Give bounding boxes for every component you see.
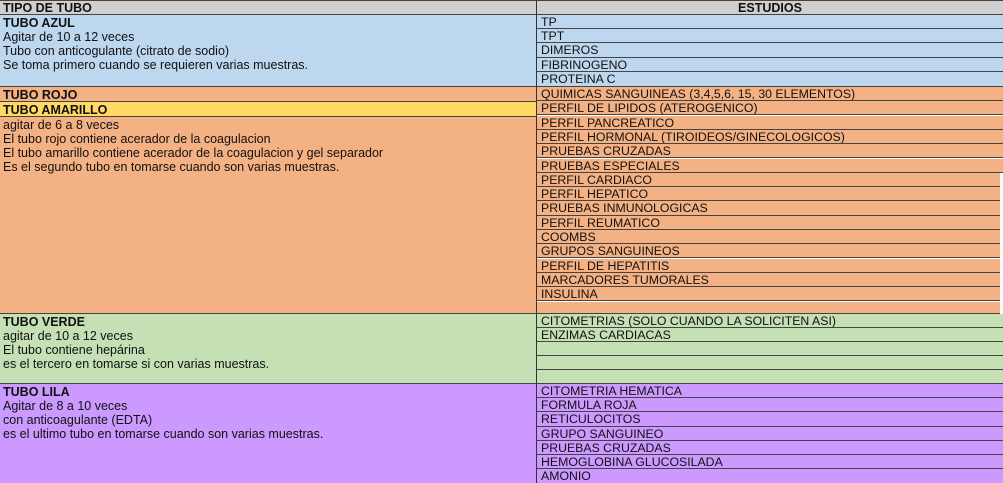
tubo-azul-cell[interactable]: [0, 15, 537, 87]
estudio-cell[interactable]: PERFIL PANCREATICO: [537, 116, 1003, 130]
tubo-lila-line: con anticoagulante (EDTA): [3, 413, 153, 427]
estudio-cell[interactable]: FIBRINOGENO: [537, 58, 1003, 72]
tubo-verde-title: TUBO VERDE: [3, 315, 85, 329]
estudio-cell[interactable]: GRUPO SANGUINEO: [537, 427, 1003, 441]
estudio-cell[interactable]: RETICULOCITOS: [537, 412, 1003, 426]
estudio-cell[interactable]: PROTEINA C: [537, 72, 1003, 87]
tubo-azul-line: Agitar de 10 a 12 veces: [3, 30, 135, 44]
tubo-lila-cell[interactable]: [0, 384, 537, 483]
estudio-cell[interactable]: AMONIO: [537, 469, 1003, 483]
header-tipo-de-tubo[interactable]: TIPO DE TUBO: [0, 0, 537, 15]
estudio-cell[interactable]: PERFIL CARDIACO: [537, 173, 1000, 187]
header-estudios[interactable]: ESTUDIOS: [537, 0, 1003, 15]
estudio-cell[interactable]: TPT: [537, 29, 1003, 43]
estudio-cell[interactable]: PRUEBAS CRUZADAS: [537, 144, 1003, 158]
tubo-lila-line: es el ultimo tubo en tomarse cuando son varias muestras.: [3, 427, 324, 441]
estudio-cell[interactable]: PRUEBAS INMUNOLOGICAS: [537, 201, 1000, 215]
estudio-cell[interactable]: GRUPOS SANGUINEOS: [537, 244, 1000, 258]
tubo-azul-title: TUBO AZUL: [3, 16, 75, 30]
estudio-cell[interactable]: [537, 302, 1000, 315]
estudio-cell[interactable]: PRUEBAS ESPECIALES: [537, 159, 1003, 173]
tubo-azul-line: Se toma primero cuando se requieren varias muestras.: [3, 58, 309, 72]
tubo-lila-line: Agitar de 8 a 10 veces: [3, 399, 128, 413]
tubo-amarillo-line: El tubo rojo contiene acerador de la coagulacion: [3, 132, 271, 146]
tubo-amarillo-cell[interactable]: [0, 117, 537, 314]
estudio-cell[interactable]: FORMULA ROJA: [537, 398, 1003, 412]
estudio-cell[interactable]: PERFIL HORMONAL (TIROIDEOS/GINECOLOGICOS): [537, 130, 1003, 144]
estudio-cell[interactable]: [537, 356, 1003, 370]
estudio-cell[interactable]: TP: [537, 15, 1003, 29]
estudio-cell[interactable]: PERFIL REUMATICO: [537, 216, 1000, 230]
estudio-cell[interactable]: PERFIL DE LIPIDOS (ATEROGENICO): [537, 101, 1003, 115]
estudio-cell[interactable]: INSULINA: [537, 287, 1000, 301]
estudio-cell[interactable]: CITOMETRIA HEMATICA: [537, 384, 1003, 398]
tubo-lila-title: TUBO LILA: [3, 385, 70, 399]
tubo-amarillo-line: Es el segundo tubo en tomarse cuando son varias muestras.: [3, 160, 340, 174]
estudio-cell[interactable]: [537, 342, 1003, 356]
estudio-cell[interactable]: ENZIMAS CARDIACAS: [537, 328, 1003, 342]
estudio-cell[interactable]: HEMOGLOBINA GLUCOSILADA: [537, 455, 1003, 469]
estudio-cell[interactable]: QUIMICAS SANGUINEAS (3,4,5,6, 15, 30 ELEMENTOS): [537, 87, 1003, 101]
estudio-cell[interactable]: MARCADORES TUMORALES: [537, 273, 1000, 287]
estudio-cell[interactable]: COOMBS: [537, 230, 1000, 244]
estudio-cell[interactable]: [537, 370, 1003, 384]
tubo-verde-line: El tubo contiene hepárina: [3, 343, 145, 357]
tubo-azul-line: Tubo con anticogulante (citrato de sodio): [3, 44, 230, 58]
tubo-rojo-title[interactable]: TUBO ROJO: [0, 87, 537, 102]
tubo-verde-line: agitar de 10 a 12 veces: [3, 329, 133, 343]
tubo-verde-line: es el tercero en tomarse si con varias muestras.: [3, 357, 270, 371]
tubo-amarillo-line: agitar de 6 a 8 veces: [3, 118, 120, 132]
tubo-verde-cell[interactable]: [0, 314, 537, 384]
estudio-cell[interactable]: DIMEROS: [537, 43, 1003, 57]
tubo-amarillo-title[interactable]: TUBO AMARILLO: [0, 102, 537, 117]
tubo-amarillo-line: El tubo amarillo contiene acerador de la coagulacion y gel separador: [3, 146, 384, 160]
estudio-cell[interactable]: PRUEBAS CRUZADAS: [537, 441, 1003, 455]
estudio-cell[interactable]: PERFIL DE HEPATITIS: [537, 259, 1000, 273]
estudio-cell[interactable]: CITOMETRIAS (SOLO CUANDO LA SOLICITEN ASI): [537, 314, 1003, 328]
estudio-cell[interactable]: PERFIL HEPATICO: [537, 187, 1000, 201]
